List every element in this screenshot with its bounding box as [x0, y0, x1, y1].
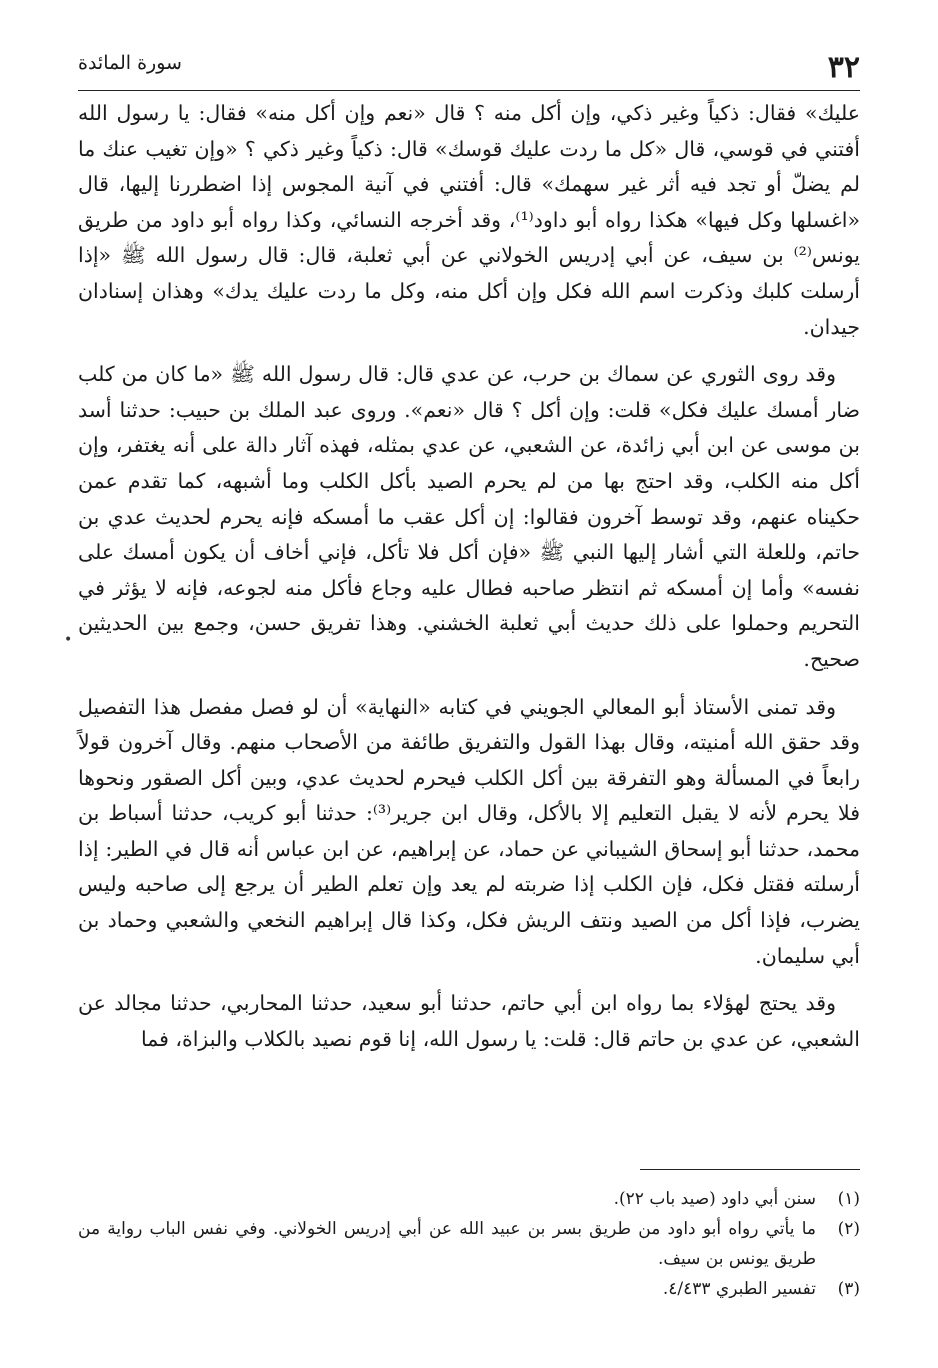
footnote-number: (١)	[837, 1189, 860, 1209]
footnote-divider	[640, 1169, 860, 1170]
paragraph: وقد يحتج لهؤلاء بما رواه ابن أبي حاتم، حدثنا أبو سعيد، حدثنا المحاربي، حدثنا مجالد عن الشعبي، عن عدي بن حاتم قال: قلت: يا رسول الله، إنا قوم نصيد بالكلاب والبزاة، فما	[78, 991, 860, 1051]
footnote	[78, 1184, 860, 1214]
page-number: ٣٢	[827, 50, 860, 85]
footnote	[78, 1274, 860, 1304]
main-text	[78, 96, 860, 1069]
footnote-text: تفسير الطبري ٤/٤٣٣.	[662, 1279, 816, 1299]
margin-dot: •	[64, 632, 73, 648]
page-header	[78, 44, 860, 91]
paragraph: وقد تمنى الأستاذ أبو المعالي الجويني في كتابه «النهاية» أن لو فصل مفصل هذا التفصيل وقد حقق الله أمنيته، وقال بهذا القول والتفريق طائفة من الأصحاب منهم. وقال آخرون قولاً رابعاً في المسألة وهو التفرقة بين أكل الكلب فيحرم لحديث عدي، وبين أكل الصقور ونحوها فلا يحرم لأنه لا يقبل التعليم إلا بالأكل، وقال ابن جرير⁽³⁾: حدثنا أبو كريب، حدثنا أسباط بن محمد، حدثنا أبو إسحاق الشيباني عن حماد، عن إبراهيم، عن ابن عباس أنه قال في الطير: إذا أرسلته فقتل فكل، فإن الكلب إذا ضربته لم يعد وإن تعلم الطير أن يرجع إلى صاحبه وليس يضرب، فإذا أكل من الصيد ونتف الريش فكل، وكذا قال إبراهيم النخعي والشعبي وحماد بن أبي سليمان.	[78, 694, 860, 968]
footnote-text: سنن أبي داود (صيد باب ٢٢).	[613, 1189, 816, 1209]
footnote-number: (٢)	[837, 1219, 860, 1239]
paragraph: وقد روى الثوري عن سماك بن حرب، عن عدي قال: قال رسول الله ﷺ «ما كان من كلب ضار أمسك عليك فكل» قلت: وإن أكل ؟ قال «نعم». وروى عبد الملك بن حبيب: حدثنا أسد بن موسى عن ابن أبي زائدة، عن الشعبي، عن عدي بمثله، فهذه آثار دالة على أنه يغتفر، وإن أكل منه الكلب، وقد احتج بها من لم يحرم الصيد بأكل الكلب وما أشبهه، كما تقدم عمن حكيناه عنهم، وقد توسط آخرون فقالوا: إن أكل عقب ما أمسكه فإنه يحرم لحديث عدي بن حاتم، وللعلة التي أشار إليها النبي ﷺ «فإن أكل فلا تأكل، فإني أخاف أن يكون أمسك على نفسه» وأما إن أمسكه ثم انتظر صاحبه فطال عليه وجاع فأكل منه لجوعه، فإنه لا يؤثر في التحريم وحملوا على ذلك حديث أبي ثعلبة الخشني. وهذا تفريق حسن، وجمع بين الحديثين صحيح.	[78, 362, 860, 671]
footnotes	[78, 1184, 860, 1304]
paragraph: عليك» فقال: ذكياً وغير ذكي، وإن أكل منه ؟ قال «نعم وإن أكل منه» فقال: يا رسول الله أفتني في قوسي، قال «كل ما ردت عليك قوسك» قال: ذكياً وغير ذكي ؟ «وإن تغيب عنك ما لم يضلّ أو تجد فيه أثر غير سهمك» قال: أفتني في آنية المجوس إذا اضطررنا إليها، قال «اغسلها وكل فيها» هكذا رواه أبو داود⁽¹⁾، وقد أخرجه النسائي، وكذا رواه أبو داود من طريق يونس⁽²⁾ بن سيف، عن أبي إدريس الخولاني عن أبي ثعلبة، قال: قال رسول الله ﷺ «إذا أرسلت كلبك وذكرت اسم الله فكل وإن أكل منه، وكل ما ردت عليك يدك» وهذان إسنادان جيدان.	[78, 101, 860, 339]
footnote-text: ما يأتي رواه أبو داود من طريق بسر بن عبيد الله عن أبي إدريس الخولاني. وفي نفس الباب رواية من طريق يونس بن سيف.	[78, 1219, 816, 1269]
footnote-number: (٣)	[837, 1279, 860, 1299]
running-title: سورة المائدة	[78, 52, 182, 74]
footnote	[78, 1214, 860, 1274]
